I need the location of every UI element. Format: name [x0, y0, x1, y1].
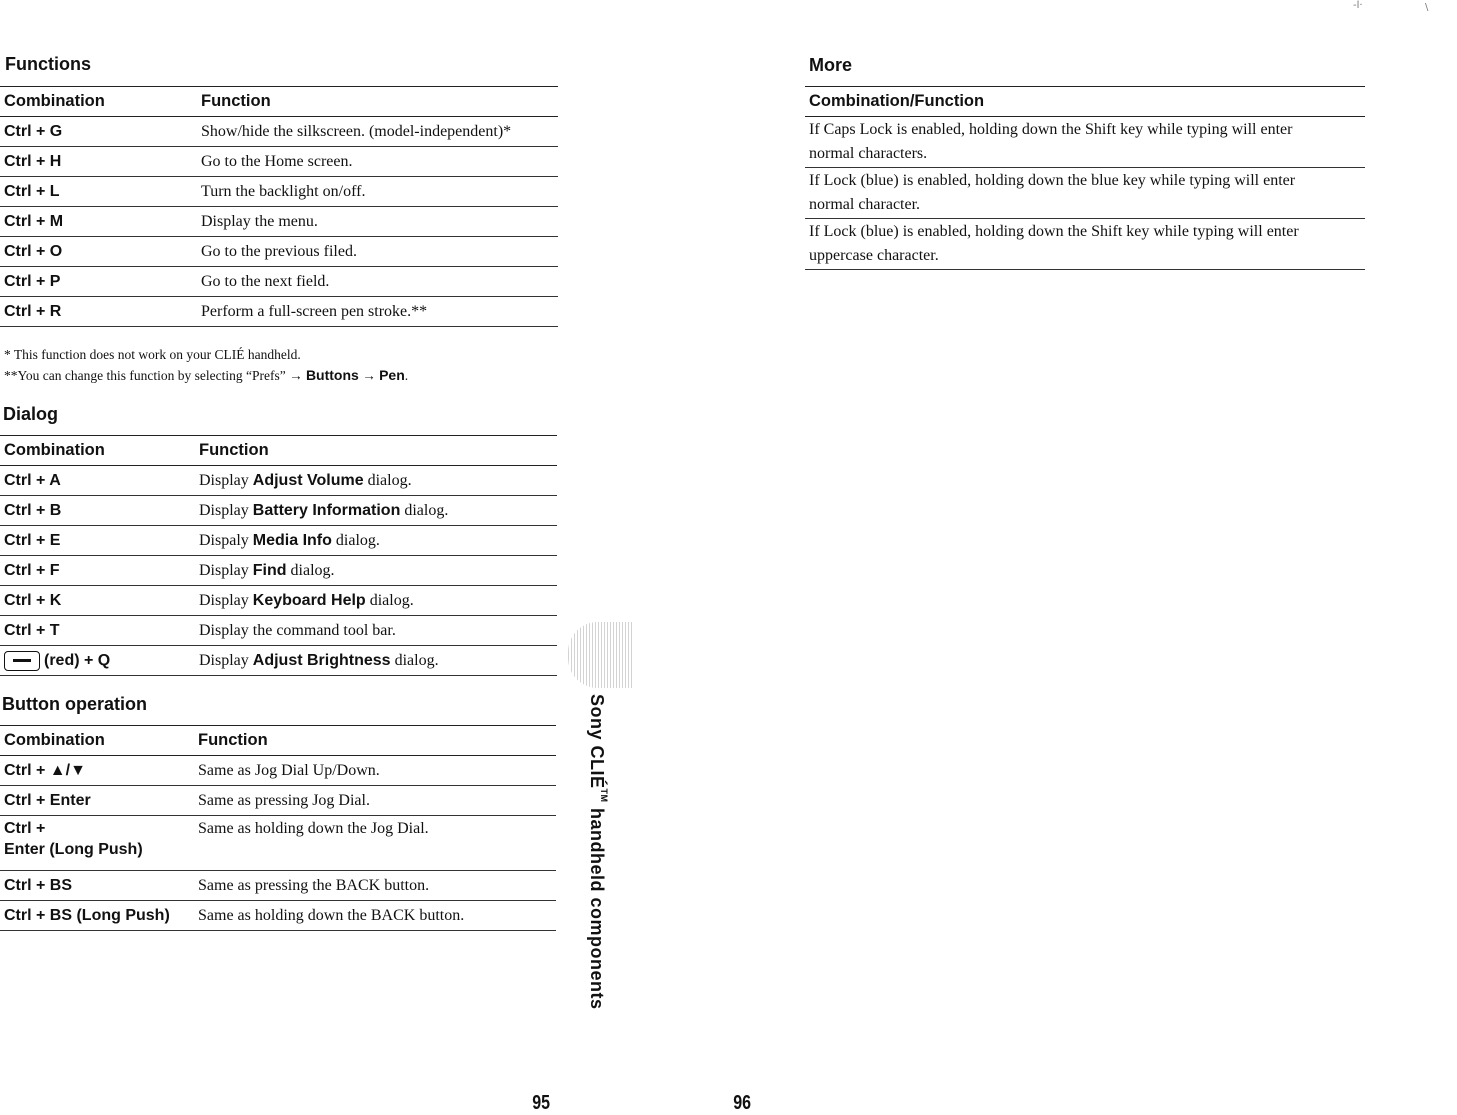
table-row	[0, 496, 557, 526]
function-button-icon	[4, 651, 40, 671]
function-cell: Display the menu.	[197, 207, 558, 237]
combination-cell: Ctrl + K	[0, 586, 195, 616]
page-number-right: 96	[733, 1092, 752, 1114]
side-label-text: handheld components	[587, 802, 607, 1010]
dialog-name: Battery Information	[252, 501, 401, 519]
combination-cell: Ctrl + P	[0, 267, 197, 297]
table-header-row	[0, 436, 557, 466]
combination-cell: Ctrl + F	[0, 556, 195, 586]
combination-cell: Ctrl + O	[0, 237, 197, 267]
more-title: More	[809, 55, 853, 75]
function-text: Display	[199, 501, 253, 519]
combination-line: Ctrl +	[4, 820, 46, 837]
scan-mark: \	[1425, 2, 1429, 13]
table-row	[0, 556, 557, 586]
combination-cell: Ctrl + Enter	[0, 786, 194, 816]
table-row	[0, 616, 557, 646]
page-number-left: 95	[532, 1092, 551, 1114]
function-text: Dispaly	[199, 531, 253, 549]
function-cell	[805, 117, 1365, 168]
table-row	[0, 297, 558, 327]
table-row	[805, 168, 1365, 219]
combination-cell: Ctrl + BS (Long Push)	[0, 901, 194, 931]
dialog-name: Keyboard Help	[252, 591, 366, 609]
dialog-name: Find	[252, 561, 287, 579]
function-cell	[195, 586, 557, 616]
function-cell: Same as pressing Jog Dial.	[194, 786, 556, 816]
table-row	[0, 466, 557, 496]
table-row	[0, 147, 558, 177]
function-cell	[195, 496, 557, 526]
table-header-row	[0, 726, 556, 756]
trademark-mark: TM	[599, 788, 609, 803]
function-cell	[805, 168, 1365, 219]
table-row	[0, 586, 557, 616]
table-row	[0, 901, 556, 931]
function-line: If Caps Lock is enabled, holding down the Shift key while typing will enter	[809, 121, 1293, 138]
function-cell: Same as Jog Dial Up/Down.	[194, 756, 556, 786]
footnote-2	[4, 365, 408, 386]
combination-cell: Ctrl + BS	[0, 871, 194, 901]
functions-title: Functions	[5, 54, 91, 74]
function-cell: Turn the backlight on/off.	[197, 177, 558, 207]
combination-cell: Ctrl + H	[0, 147, 197, 177]
table-row	[0, 207, 558, 237]
footnote-period: .	[404, 368, 409, 383]
footnote-pen: Pen	[379, 367, 405, 383]
column-header-combination: Combination	[0, 726, 194, 756]
function-cell	[195, 466, 557, 496]
table-row	[0, 526, 557, 556]
scan-mark: -l·	[1353, 0, 1363, 11]
table-header-row	[0, 87, 558, 117]
combination-cell: Ctrl + ▲/▼	[0, 756, 194, 786]
dialog-table	[0, 435, 557, 676]
function-text: dialog.	[400, 501, 449, 519]
combination-cell	[0, 816, 194, 871]
function-cell: Same as holding down the BACK button.	[194, 901, 556, 931]
table-row	[0, 871, 556, 901]
function-text: dialog.	[286, 561, 335, 579]
arrow-right-icon: →	[362, 368, 376, 383]
chapter-side-label	[586, 694, 609, 1010]
function-text: dialog.	[363, 471, 412, 489]
button-operation-title: Button operation	[2, 694, 147, 714]
combination-cell: Ctrl + B	[0, 496, 195, 526]
combination-cell: Ctrl + E	[0, 526, 195, 556]
column-header-combination: Combination	[0, 87, 197, 117]
table-row	[805, 117, 1365, 168]
combination-line: Enter (Long Push)	[4, 841, 143, 858]
table-row	[0, 177, 558, 207]
arrow-right-icon: →	[289, 368, 303, 383]
footnote-1: * This function does not work on your CLIÉ handheld.	[4, 347, 301, 362]
footnote-text: **You can change this function by selecting “Prefs”	[4, 368, 290, 383]
combination-cell: Ctrl + T	[0, 616, 195, 646]
column-header-function: Function	[197, 87, 558, 117]
button-operation-table	[0, 725, 556, 931]
function-cell: Go to the Home screen.	[197, 147, 558, 177]
column-header-combination: Combination	[0, 436, 195, 466]
table-row	[0, 816, 556, 871]
function-cell: Perform a full-screen pen stroke.**	[197, 297, 558, 327]
column-header-function: Function	[194, 726, 556, 756]
footnote-buttons: Buttons	[305, 367, 359, 383]
function-cell: Same as holding down the Jog Dial.	[194, 816, 556, 871]
function-cell	[195, 646, 557, 676]
function-cell: Show/hide the silkscreen. (model-independent)*	[197, 117, 558, 147]
function-line: normal character.	[809, 196, 921, 213]
function-text: dialog.	[331, 531, 380, 549]
combination-cell: Ctrl + A	[0, 466, 195, 496]
dialog-title: Dialog	[3, 404, 59, 424]
function-cell: Go to the next field.	[197, 267, 558, 297]
chapter-tab	[568, 622, 634, 688]
table-row	[0, 237, 558, 267]
function-cell: Go to the previous filed.	[197, 237, 558, 267]
table-row	[0, 117, 558, 147]
dialog-name: Adjust Brightness	[252, 651, 391, 669]
function-cell	[195, 556, 557, 586]
function-text: Display	[199, 561, 253, 579]
table-row	[0, 786, 556, 816]
function-text: Display	[199, 651, 253, 669]
function-cell: Display the command tool bar.	[195, 616, 557, 646]
table-row	[0, 267, 558, 297]
function-line: If Lock (blue) is enabled, holding down the Shift key while typing will enter	[809, 223, 1299, 240]
column-header-function: Function	[195, 436, 557, 466]
function-cell	[805, 219, 1365, 270]
table-row	[0, 646, 557, 676]
function-text: Display	[199, 471, 253, 489]
dialog-name: Adjust Volume	[252, 471, 364, 489]
more-table	[805, 86, 1365, 270]
function-line: normal characters.	[809, 145, 928, 162]
table-header-row	[805, 87, 1365, 117]
combination-cell	[0, 646, 195, 676]
function-cell	[195, 526, 557, 556]
function-line: If Lock (blue) is enabled, holding down the blue key while typing will enter	[809, 172, 1296, 189]
functions-table	[0, 86, 558, 327]
side-label-text: Sony CLIÉ	[587, 694, 607, 789]
combination-cell: Ctrl + R	[0, 297, 197, 327]
function-cell: Same as pressing the BACK button.	[194, 871, 556, 901]
table-row	[805, 219, 1365, 270]
combination-text: (red) + Q	[44, 651, 111, 669]
column-header-combination-function: Combination/Function	[805, 87, 1365, 117]
dialog-name: Media Info	[252, 531, 332, 549]
function-text: dialog.	[390, 651, 439, 669]
table-row	[0, 756, 556, 786]
combination-cell: Ctrl + G	[0, 117, 197, 147]
functions-footnotes	[4, 344, 408, 386]
function-text: Display	[199, 591, 253, 609]
function-line: uppercase character.	[809, 247, 939, 264]
function-text: dialog.	[365, 591, 414, 609]
combination-cell: Ctrl + M	[0, 207, 197, 237]
combination-cell: Ctrl + L	[0, 177, 197, 207]
